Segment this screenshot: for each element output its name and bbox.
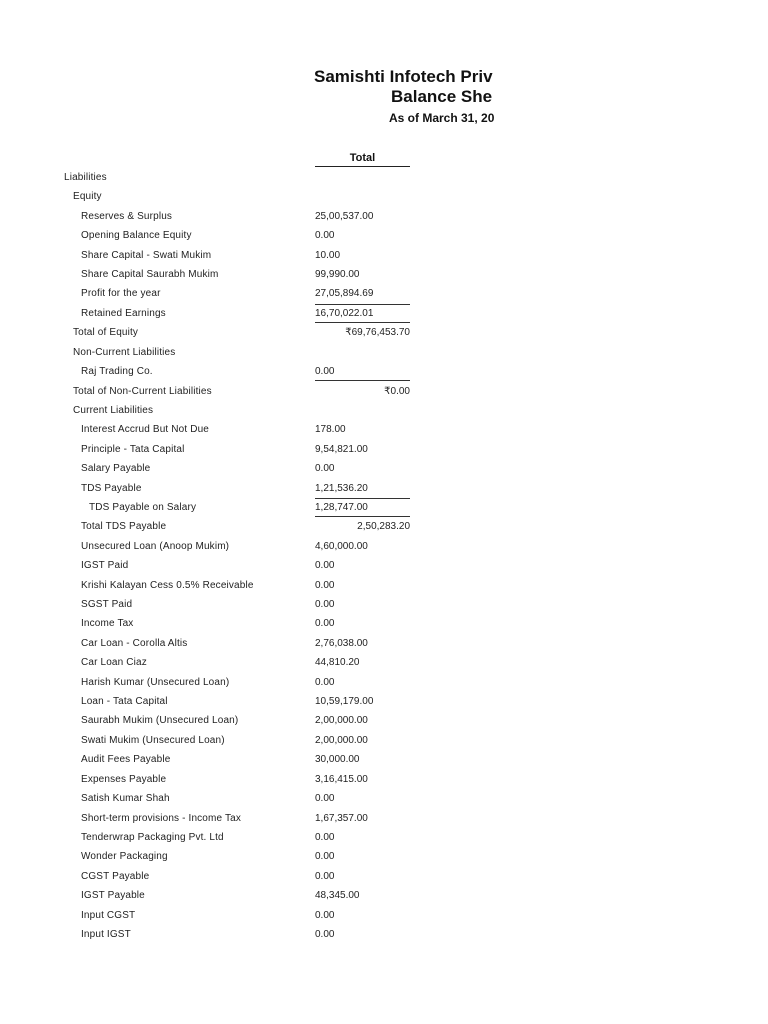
account-amount: 2,00,000.00	[315, 734, 368, 746]
account-name: Opening Balance Equity	[81, 230, 192, 242]
account-name: Principle - Tata Capital	[81, 443, 185, 455]
account-row	[0, 715, 768, 727]
group-heading-row	[0, 191, 768, 203]
group-heading-label: Non-Current Liabilities	[73, 346, 176, 358]
account-name: Car Loan Ciaz	[81, 657, 147, 669]
account-row	[0, 813, 768, 825]
account-amount: 1,67,357.00	[315, 812, 368, 824]
account-name: Input IGST	[81, 928, 131, 940]
account-amount: 0.00	[315, 579, 335, 591]
account-row	[0, 618, 768, 630]
account-row	[0, 444, 768, 456]
account-amount: 0.00	[315, 463, 335, 475]
account-amount: 48,345.00	[315, 890, 360, 902]
account-name: Loan - Tata Capital	[81, 696, 168, 708]
group-heading-row	[0, 172, 768, 184]
account-amount: 44,810.20	[315, 657, 360, 669]
account-name: Krishi Kalayan Cess 0.5% Receivable	[81, 579, 254, 591]
account-name: Satish Kumar Shah	[81, 793, 170, 805]
account-amount: 0.00	[315, 831, 335, 843]
account-amount: 10.00	[315, 249, 341, 261]
account-name: IGST Paid	[81, 560, 129, 572]
account-amount: 1,28,747.00	[315, 502, 410, 514]
account-name: Audit Fees Payable	[81, 754, 171, 766]
account-row	[0, 696, 768, 708]
group-heading-label: Liabilities	[64, 172, 107, 183]
account-row	[0, 638, 768, 650]
account-name: TDS Payable on Salary	[89, 501, 197, 513]
total-row	[0, 327, 768, 339]
account-amount: 9,54,821.00	[315, 443, 368, 455]
account-amount: 25,00,537.00	[315, 210, 374, 222]
account-row	[0, 502, 768, 514]
account-amount: 0.00	[315, 851, 335, 863]
account-name: Reserves & Surplus	[81, 210, 173, 222]
account-row	[0, 288, 768, 300]
group-heading-row	[0, 347, 768, 359]
total-label: Total TDS Payable	[81, 521, 167, 533]
account-name: Harish Kumar (Unsecured Loan)	[81, 676, 230, 688]
account-name: Expenses Payable	[81, 773, 167, 785]
total-row	[0, 521, 768, 533]
total-row	[0, 386, 768, 398]
account-row	[0, 774, 768, 786]
account-name: CGST Payable	[81, 870, 150, 882]
account-name: Interest Accrud But Not Due	[81, 424, 210, 436]
account-row	[0, 463, 768, 475]
company-name: Samishti Infotech Priv	[314, 67, 493, 86]
account-row	[0, 871, 768, 883]
account-amount: 0.00	[315, 599, 335, 611]
account-name: Profit for the year	[81, 288, 161, 300]
account-amount: 16,70,022.01	[315, 308, 410, 320]
account-row	[0, 580, 768, 592]
account-amount: 0.00	[315, 618, 335, 630]
account-name: Raj Trading Co.	[81, 366, 153, 378]
account-name: Retained Earnings	[81, 307, 166, 319]
account-row	[0, 657, 768, 669]
account-amount: 0.00	[315, 928, 335, 940]
account-name: Share Capital Saurabh Mukim	[81, 269, 219, 281]
total-amount: ₹69,76,453.70	[345, 327, 410, 339]
account-amount: 0.00	[315, 366, 410, 378]
account-row	[0, 677, 768, 689]
account-name: SGST Paid	[81, 599, 133, 611]
account-name: Car Loan - Corolla Altis	[81, 637, 188, 649]
account-amount: 27,05,894.69	[315, 288, 374, 300]
account-row	[0, 424, 768, 436]
account-row	[0, 735, 768, 747]
total-amount: ₹0.00	[384, 385, 410, 397]
report-title: Balance She	[391, 87, 493, 106]
account-row	[0, 269, 768, 281]
account-amount: 30,000.00	[315, 754, 360, 766]
group-heading-label: Current Liabilities	[73, 404, 154, 416]
account-amount: 0.00	[315, 676, 335, 688]
account-row	[0, 541, 768, 553]
group-heading-label: Equity	[73, 191, 102, 203]
account-amount: 0.00	[315, 560, 335, 572]
account-name: Share Capital - Swati Mukim	[81, 249, 212, 261]
account-row	[0, 910, 768, 922]
account-amount: 10,59,179.00	[315, 696, 374, 708]
account-name: Short-term provisions - Income Tax	[81, 812, 241, 824]
column-header-total: Total	[315, 152, 410, 164]
account-row	[0, 793, 768, 805]
account-amount: 2,00,000.00	[315, 715, 368, 727]
group-heading-row	[0, 405, 768, 417]
account-name: Income Tax	[81, 618, 134, 630]
total-label: Total of Non-Current Liabilities	[73, 385, 212, 397]
account-amount: 2,76,038.00	[315, 637, 368, 649]
account-amount: 178.00	[315, 424, 346, 436]
account-amount: 0.00	[315, 870, 335, 882]
account-name: Unsecured Loan (Anoop Mukim)	[81, 540, 230, 552]
account-name: Salary Payable	[81, 463, 151, 475]
account-amount: 99,990.00	[315, 269, 360, 281]
account-row	[0, 211, 768, 223]
account-name: Input CGST	[81, 909, 136, 921]
account-row	[0, 483, 768, 495]
account-name: IGST Payable	[81, 890, 145, 902]
account-row	[0, 599, 768, 611]
account-name: Tenderwrap Packaging Pvt. Ltd	[81, 831, 224, 843]
account-row	[0, 851, 768, 863]
total-amount: 2,50,283.20	[357, 521, 410, 533]
report-date: As of March 31, 20	[389, 111, 495, 125]
account-row	[0, 832, 768, 844]
account-name: TDS Payable	[81, 482, 142, 494]
report-header	[0, 0, 495, 140]
account-row	[0, 929, 768, 941]
account-row	[0, 230, 768, 242]
account-row	[0, 890, 768, 902]
account-amount: 1,21,536.20	[315, 482, 368, 494]
account-row	[0, 250, 768, 262]
total-label: Total of Equity	[73, 327, 139, 339]
account-name: Swati Mukim (Unsecured Loan)	[81, 734, 225, 746]
account-name: Saurabh Mukim (Unsecured Loan)	[81, 715, 239, 727]
account-amount: 0.00	[315, 909, 335, 921]
account-name: Wonder Packaging	[81, 851, 168, 863]
account-row	[0, 560, 768, 572]
account-amount: 0.00	[315, 230, 335, 242]
account-amount: 3,16,415.00	[315, 773, 368, 785]
account-row	[0, 754, 768, 766]
account-row	[0, 366, 768, 378]
account-amount: 0.00	[315, 793, 335, 805]
account-amount: 4,60,000.00	[315, 540, 368, 552]
account-row	[0, 308, 768, 320]
